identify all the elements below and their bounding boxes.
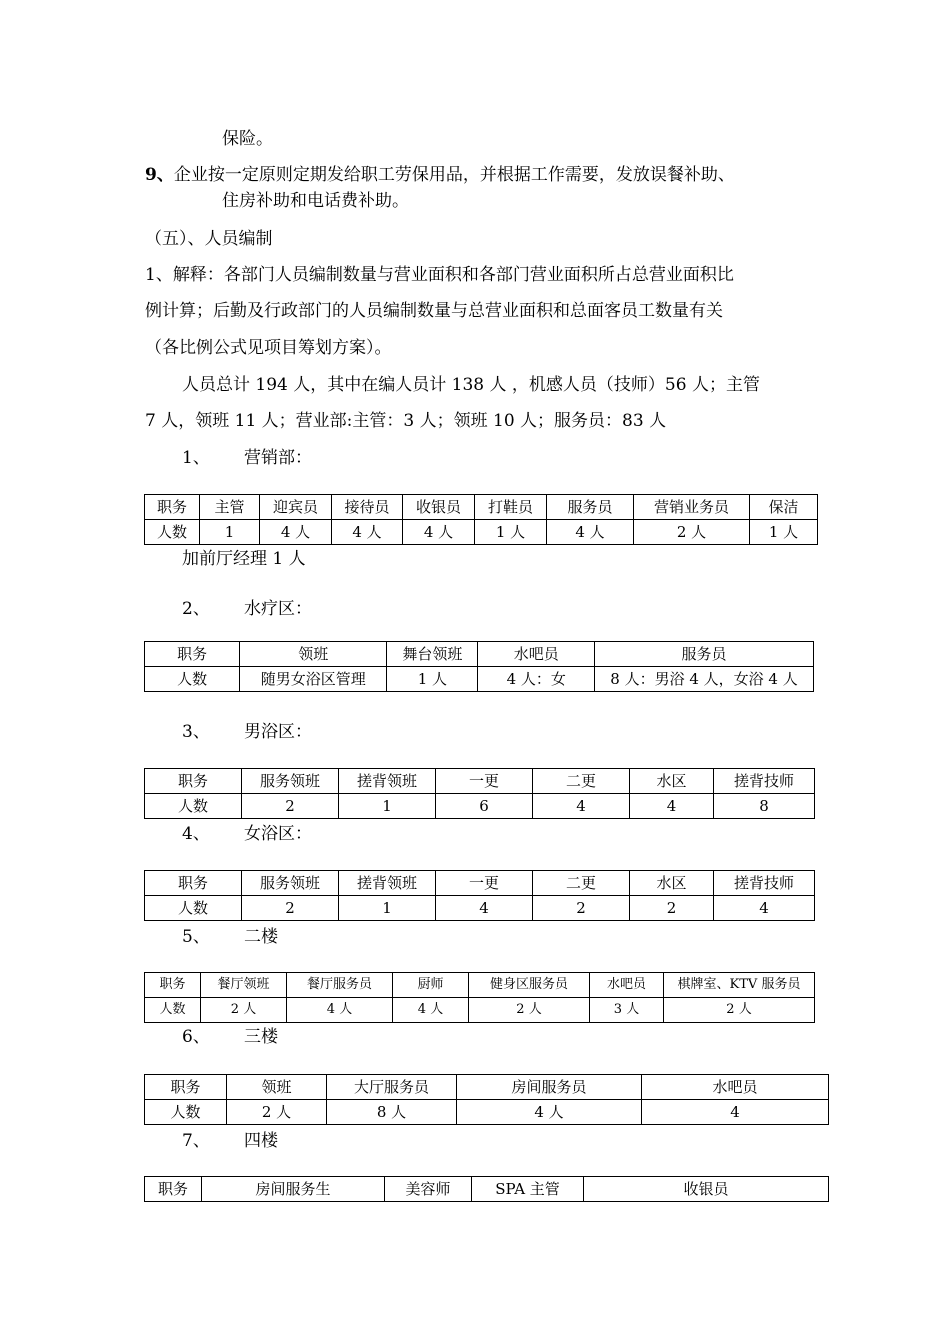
- table-cell: 8: [714, 794, 815, 819]
- text-line: 7 人，领班 11 人；营业部:主管：3 人；领班 10 人；服务员：83 人: [145, 411, 667, 431]
- text-line: （各比例公式见项目筹划方案）。: [145, 338, 392, 358]
- table-header-row: [145, 642, 814, 667]
- row-label-cell: 职务: [145, 769, 242, 794]
- text-line: 例计算；后勤及行政部门的人员编制数量与总营业面积和总面客员工数量有关: [145, 301, 723, 321]
- table-row: [145, 520, 818, 545]
- section-label: 三楼: [244, 1027, 278, 1047]
- table-cell: 美容师: [385, 1177, 472, 1202]
- table-header-row: [145, 769, 815, 794]
- table-cell: 2: [242, 794, 339, 819]
- staff-table-men-bath: [144, 768, 815, 819]
- staff-table-second-floor: [144, 972, 815, 1023]
- table-cell: 2: [630, 896, 714, 921]
- row-label-cell: 职务: [145, 642, 240, 667]
- text-line: 1、解释：各部门人员编制数量与营业面积和各部门营业面积所占总营业面积比: [145, 265, 734, 285]
- staff-table-fourth-floor: [144, 1176, 829, 1202]
- table-cell: 4 人: [393, 998, 469, 1023]
- table-cell: 水区: [630, 871, 714, 896]
- text-line: 住房补助和电话费补助。: [222, 191, 409, 211]
- table-cell: 8 人：男浴 4 人，女浴 4 人: [595, 667, 814, 692]
- table-cell: 2 人: [201, 998, 287, 1023]
- section-label: 水疗区：: [244, 599, 312, 619]
- table-cell: 水吧员: [642, 1075, 829, 1100]
- table-cell: 餐厅领班: [201, 973, 287, 998]
- table-row: [145, 1100, 829, 1125]
- row-label-cell: 人数: [145, 998, 201, 1023]
- table-cell: 1: [339, 794, 436, 819]
- table-cell: 4 人: [260, 520, 332, 545]
- table-cell: SPA 主管: [472, 1177, 584, 1202]
- table-cell: 4 人: [287, 998, 393, 1023]
- table-cell: 服务领班: [242, 769, 339, 794]
- table-header-row: [145, 871, 815, 896]
- row-label-cell: 人数: [145, 896, 242, 921]
- section-title: [182, 1130, 278, 1152]
- row-label-cell: 人数: [145, 667, 240, 692]
- table-cell: 健身区服务员: [469, 973, 590, 998]
- table-cell: 1: [339, 896, 436, 921]
- row-label-cell: 人数: [145, 520, 200, 545]
- table-cell: 服务领班: [242, 871, 339, 896]
- table-cell: 4 人: [403, 520, 475, 545]
- table-cell: 水区: [630, 769, 714, 794]
- table-cell: 3 人: [590, 998, 664, 1023]
- table-cell: 主管: [200, 495, 260, 520]
- table-cell: 一更: [436, 769, 533, 794]
- text-line: 保险。: [222, 129, 273, 149]
- table-cell: 2: [242, 896, 339, 921]
- row-label-cell: 职务: [145, 1177, 202, 1202]
- section-title: [182, 926, 278, 948]
- table-cell: 2 人: [664, 998, 815, 1023]
- table-header-row: [145, 1177, 829, 1202]
- table-cell: 搓背领班: [339, 769, 436, 794]
- table-cell: 房间服务生: [202, 1177, 385, 1202]
- table-header-row: [145, 1075, 829, 1100]
- table-row: [145, 896, 815, 921]
- table-cell: 收银员: [584, 1177, 829, 1202]
- table-cell: 保洁: [750, 495, 818, 520]
- table-cell: 1 人: [750, 520, 818, 545]
- table-cell: 1 人: [475, 520, 547, 545]
- table-header-row: [145, 973, 815, 998]
- section-label: 女浴区：: [244, 824, 312, 844]
- table-cell: 4: [642, 1100, 829, 1125]
- section-number: 3、: [182, 722, 210, 742]
- section-title: [182, 721, 312, 743]
- section-label: 四楼: [244, 1131, 278, 1151]
- table-cell: 服务员: [547, 495, 634, 520]
- section-label: 男浴区：: [244, 722, 312, 742]
- table-cell: 4 人：女: [478, 667, 595, 692]
- table-cell: 4 人: [547, 520, 634, 545]
- table-cell: 2: [533, 896, 630, 921]
- table-cell: 餐厅服务员: [287, 973, 393, 998]
- section-number: 7、: [182, 1131, 210, 1151]
- table-cell: 棋牌室、KTV 服务员: [664, 973, 815, 998]
- table-cell: 打鞋员: [475, 495, 547, 520]
- table-cell: 房间服务员: [457, 1075, 642, 1100]
- table-cell: 领班: [227, 1075, 327, 1100]
- table-cell: 搓背技师: [714, 871, 815, 896]
- table-cell: 服务员: [595, 642, 814, 667]
- staff-table-spa: [144, 641, 814, 692]
- section-number: 6、: [182, 1027, 210, 1047]
- section-title: [182, 598, 312, 620]
- table-cell: 6: [436, 794, 533, 819]
- table-cell: 收银员: [403, 495, 475, 520]
- table-cell: 4 人: [332, 520, 403, 545]
- table-cell: 4: [714, 896, 815, 921]
- staff-table-sales: [144, 494, 818, 545]
- table-cell: 搓背领班: [339, 871, 436, 896]
- table-cell: 厨师: [393, 973, 469, 998]
- table-row: [145, 794, 815, 819]
- section-label: 营销部：: [244, 448, 312, 468]
- text-line-body: 企业按一定原则定期发给职工劳保用品，并根据工作需要，发放误餐补助、: [173, 165, 735, 185]
- table-cell: 舞台领班: [387, 642, 478, 667]
- table-cell: 大厅服务员: [327, 1075, 457, 1100]
- table-cell: 2 人: [634, 520, 750, 545]
- table-cell: 4: [533, 794, 630, 819]
- table-cell: 搓背技师: [714, 769, 815, 794]
- table-cell: 1 人: [387, 667, 478, 692]
- table-header-row: [145, 495, 818, 520]
- table-cell: 营销业务员: [634, 495, 750, 520]
- table-cell: 迎宾员: [260, 495, 332, 520]
- section-label: 二楼: [244, 927, 278, 947]
- table-cell: 二更: [533, 871, 630, 896]
- row-label-cell: 职务: [145, 871, 242, 896]
- row-label-cell: 职务: [145, 495, 200, 520]
- table-cell: 领班: [240, 642, 387, 667]
- row-label-cell: 人数: [145, 1100, 227, 1125]
- section-title: [182, 447, 312, 469]
- section-title: [182, 1026, 278, 1048]
- row-label-cell: 职务: [145, 973, 201, 998]
- table-cell: 随男女浴区管理: [240, 667, 387, 692]
- table-cell: 水吧员: [478, 642, 595, 667]
- table-cell: 1: [200, 520, 260, 545]
- table-cell: 4: [436, 896, 533, 921]
- table-cell: 一更: [436, 871, 533, 896]
- table-cell: 接待员: [332, 495, 403, 520]
- table-cell: 4 人: [457, 1100, 642, 1125]
- table-cell: 二更: [533, 769, 630, 794]
- note-text: 加前厅经理 1 人: [182, 549, 306, 569]
- table-cell: 8 人: [327, 1100, 457, 1125]
- table-row: [145, 998, 815, 1023]
- table-row: [145, 667, 814, 692]
- table-cell: 2 人: [469, 998, 590, 1023]
- section-number: 1、: [182, 448, 210, 468]
- section-title: [182, 823, 312, 845]
- row-label-cell: 人数: [145, 794, 242, 819]
- section-number: 4、: [182, 824, 210, 844]
- row-label-cell: 职务: [145, 1075, 227, 1100]
- item-number: 9、: [145, 165, 174, 185]
- staff-table-third-floor: [144, 1074, 829, 1125]
- staff-table-women-bath: [144, 870, 815, 921]
- table-cell: 2 人: [227, 1100, 327, 1125]
- section-number: 2、: [182, 599, 210, 619]
- table-cell: 4: [630, 794, 714, 819]
- text-line: 人员总计 194 人，其中在编人员计 138 人 ，机感人员（技师）56 人；主管: [182, 375, 760, 395]
- section-number: 5、: [182, 927, 210, 947]
- text-line: [145, 164, 735, 186]
- section-heading: （五）、人员编制: [145, 229, 273, 249]
- table-cell: 水吧员: [590, 973, 664, 998]
